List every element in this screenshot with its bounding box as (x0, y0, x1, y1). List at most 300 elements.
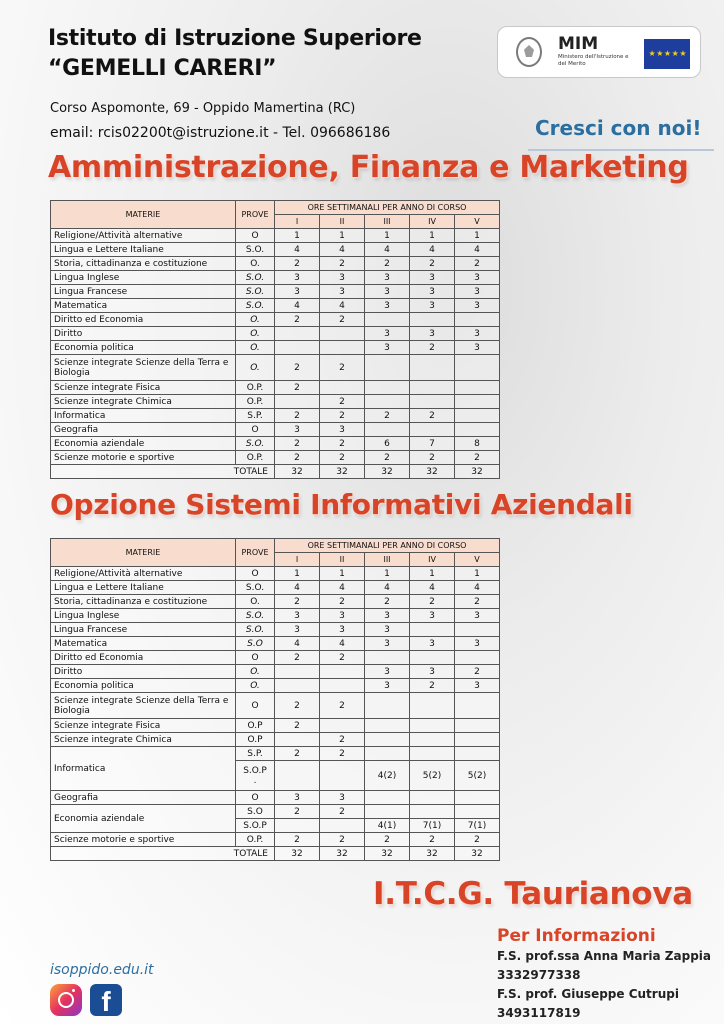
cell-materia: Economia politica (51, 679, 236, 693)
total-cell: 32 (455, 465, 500, 479)
slogan: Cresci con noi! (535, 116, 702, 140)
cell-prove: O.P (236, 719, 275, 733)
ministry-acronym: MIM (558, 34, 599, 54)
cell-hours: 3 (455, 679, 500, 693)
table-row (51, 637, 500, 651)
cell-hours: 3 (275, 271, 320, 285)
cell-hours: 2 (320, 693, 365, 719)
cell-hours: 2 (320, 747, 365, 761)
table-row (51, 595, 500, 609)
cell-hours: 4 (275, 581, 320, 595)
table-row (51, 395, 500, 409)
cell-hours: 3 (275, 609, 320, 623)
cell-hours: 5(2) (455, 761, 500, 791)
cell-prove-text: S.O.P (243, 765, 267, 776)
cell-hours: 1 (275, 567, 320, 581)
cell-hours (410, 313, 455, 327)
cell-hours: 3 (275, 791, 320, 805)
cell-hours (455, 423, 500, 437)
italian-republic-emblem-icon (516, 37, 542, 67)
contact-2-phone: 3493117819 (497, 1006, 581, 1020)
cell-hours: 2 (455, 595, 500, 609)
cell-hours (410, 381, 455, 395)
school-name-line1: Istituto di Istruzione Superiore (48, 26, 422, 51)
cell-hours: 2 (410, 257, 455, 271)
header-year: II (320, 553, 365, 567)
total-cell: 32 (365, 465, 410, 479)
cell-hours (365, 805, 410, 819)
cell-hours: 4 (455, 243, 500, 257)
cell-hours (455, 719, 500, 733)
cell-prove: S.O. (236, 243, 275, 257)
table-row (51, 679, 500, 693)
cell-hours (410, 423, 455, 437)
table-row (51, 567, 500, 581)
cell-hours (410, 733, 455, 747)
cell-prove-dot: . (253, 775, 257, 786)
cell-hours (365, 395, 410, 409)
cell-prove: O. (236, 327, 275, 341)
cell-hours: 4(2) (365, 761, 410, 791)
cell-hours: 2 (275, 747, 320, 761)
cell-hours (320, 341, 365, 355)
cell-hours: 4 (320, 637, 365, 651)
cell-hours: 4 (455, 581, 500, 595)
instagram-icon[interactable] (50, 984, 82, 1016)
school-name (48, 24, 422, 84)
cell-materia: Scienze integrate Chimica (51, 395, 236, 409)
cell-hours (320, 665, 365, 679)
cell-hours: 3 (410, 327, 455, 341)
table-row (51, 341, 500, 355)
cell-hours: 2 (275, 257, 320, 271)
facebook-icon[interactable]: f (90, 984, 122, 1016)
table-row (51, 451, 500, 465)
cell-hours (320, 719, 365, 733)
cell-materia: Economia aziendale (51, 437, 236, 451)
cell-materia: Informatica (51, 409, 236, 423)
table-row (51, 381, 500, 395)
header-year: IV (410, 215, 455, 229)
cell-hours: 3 (455, 299, 500, 313)
table-row (51, 693, 500, 719)
cell-hours: 1 (320, 567, 365, 581)
cell-materia: Storia, cittadinanza e costituzione (51, 257, 236, 271)
cell-hours (365, 733, 410, 747)
cell-hours (365, 651, 410, 665)
cell-hours (365, 719, 410, 733)
cell-hours: 3 (410, 285, 455, 299)
cell-hours (275, 761, 320, 791)
cell-hours: 4 (365, 581, 410, 595)
table-row (51, 409, 500, 423)
cell-prove: S.O. (236, 271, 275, 285)
header-prove: PROVE (236, 539, 275, 567)
cell-hours: 2 (365, 451, 410, 465)
table-row (51, 437, 500, 451)
contact-1-name: F.S. prof.ssa Anna Maria Zappia (497, 949, 711, 963)
cell-hours (455, 313, 500, 327)
cell-materia: Storia, cittadinanza e costituzione (51, 595, 236, 609)
cell-hours: 3 (365, 327, 410, 341)
total-cell: 32 (455, 847, 500, 861)
table-row (51, 313, 500, 327)
cell-prove: O.P. (236, 395, 275, 409)
cell-hours: 3 (365, 637, 410, 651)
cell-hours: 3 (410, 665, 455, 679)
cell-prove: S.O. (236, 285, 275, 299)
cell-hours: 8 (455, 437, 500, 451)
cell-prove: O.P. (236, 381, 275, 395)
cell-hours: 2 (275, 381, 320, 395)
cell-hours: 1 (365, 229, 410, 243)
cell-hours (365, 791, 410, 805)
cell-hours (275, 395, 320, 409)
cell-hours: 2 (275, 805, 320, 819)
section-title-afm: Amministrazione, Finanza e Marketing (48, 150, 689, 185)
cell-hours: 4 (320, 299, 365, 313)
cell-hours: 2 (410, 341, 455, 355)
cell-hours (410, 805, 455, 819)
cell-hours: 2 (320, 833, 365, 847)
cell-materia: Scienze integrate Chimica (51, 733, 236, 747)
table-row (51, 327, 500, 341)
cell-prove: O.P. (236, 833, 275, 847)
table-row (51, 257, 500, 271)
cell-prove: O. (236, 665, 275, 679)
cell-hours (320, 679, 365, 693)
total-cell: 32 (320, 465, 365, 479)
cell-hours: 2 (455, 833, 500, 847)
cell-hours (410, 355, 455, 381)
cell-hours (365, 693, 410, 719)
cell-prove: S.O (236, 805, 275, 819)
website-link[interactable]: isoppido.edu.it (50, 962, 154, 978)
cell-materia: Lingua Inglese (51, 271, 236, 285)
header-year: III (365, 215, 410, 229)
cell-hours (410, 747, 455, 761)
header-year: I (275, 215, 320, 229)
cell-hours: 4 (365, 243, 410, 257)
cell-hours: 2 (320, 733, 365, 747)
cell-hours: 1 (275, 229, 320, 243)
cell-materia: Informatica (51, 747, 236, 791)
cell-hours: 2 (275, 313, 320, 327)
cell-prove: S.O. (236, 437, 275, 451)
cell-hours: 3 (320, 791, 365, 805)
cell-hours: 2 (275, 451, 320, 465)
cell-hours: 4 (320, 581, 365, 595)
total-cell: 32 (275, 847, 320, 861)
cell-hours: 3 (455, 341, 500, 355)
cell-prove: S.O. (236, 609, 275, 623)
cell-hours: 4 (320, 243, 365, 257)
cell-hours: 3 (320, 423, 365, 437)
cell-hours: 3 (365, 609, 410, 623)
cell-hours: 2 (365, 409, 410, 423)
header-materie: MATERIE (51, 201, 236, 229)
cell-hours: 2 (275, 355, 320, 381)
cell-hours: 3 (320, 271, 365, 285)
curriculum-table-afm (50, 200, 500, 479)
cell-hours (365, 381, 410, 395)
cell-prove: O (236, 567, 275, 581)
cell-hours (320, 327, 365, 341)
cell-hours: 3 (410, 637, 455, 651)
curriculum-table-sia (50, 538, 500, 861)
cell-hours: 1 (410, 229, 455, 243)
header-year: V (455, 553, 500, 567)
cell-hours: 2 (275, 651, 320, 665)
cell-hours: 2 (275, 409, 320, 423)
cell-prove: S.O.P (236, 819, 275, 833)
cell-hours: 2 (320, 409, 365, 423)
cell-hours: 1 (455, 567, 500, 581)
table-row-informatica (51, 747, 500, 761)
cell-hours (455, 791, 500, 805)
cell-hours (455, 651, 500, 665)
cell-prove: S.O (236, 637, 275, 651)
total-cell: 32 (410, 465, 455, 479)
cell-hours: 3 (365, 665, 410, 679)
cell-prove (236, 761, 275, 791)
cell-materia: Matematica (51, 299, 236, 313)
cell-hours: 2 (320, 257, 365, 271)
cell-hours: 2 (275, 595, 320, 609)
cell-hours: 3 (275, 285, 320, 299)
cell-hours: 6 (365, 437, 410, 451)
cell-hours (455, 355, 500, 381)
cell-prove: O. (236, 679, 275, 693)
cell-materia: Geografia (51, 423, 236, 437)
cell-hours: 1 (410, 567, 455, 581)
cell-materia: Lingua Francese (51, 285, 236, 299)
cell-hours (320, 381, 365, 395)
total-cell: 32 (365, 847, 410, 861)
header-year: IV (410, 553, 455, 567)
cell-prove: O.P. (236, 451, 275, 465)
cell-hours (455, 381, 500, 395)
cell-prove: S.O. (236, 299, 275, 313)
cell-hours: 2 (275, 719, 320, 733)
cell-prove: O. (236, 257, 275, 271)
cell-hours (275, 819, 320, 833)
cell-prove: O.P (236, 733, 275, 747)
cell-materia: Economia politica (51, 341, 236, 355)
cell-prove: O. (236, 355, 275, 381)
cell-hours (275, 327, 320, 341)
cell-hours: 4 (410, 243, 455, 257)
cell-hours: 2 (455, 257, 500, 271)
cell-hours: 2 (455, 665, 500, 679)
cell-hours: 3 (410, 271, 455, 285)
cell-hours: 3 (320, 285, 365, 299)
cell-hours: 3 (320, 609, 365, 623)
cell-materia: Economia aziendale (51, 805, 236, 833)
cell-hours: 2 (320, 313, 365, 327)
cell-materia: Religione/Attività alternative (51, 229, 236, 243)
table-row-geografia (51, 791, 500, 805)
info-title: Per Informazioni (497, 926, 656, 946)
cell-materia: Scienze integrate Fisica (51, 381, 236, 395)
cell-hours: 3 (455, 609, 500, 623)
total-label: TOTALE (51, 465, 275, 479)
header-year: II (320, 215, 365, 229)
header-prove: PROVE (236, 201, 275, 229)
cell-prove: S.O. (236, 581, 275, 595)
cell-hours: 3 (410, 299, 455, 313)
cell-hours: 2 (410, 833, 455, 847)
table-row-motorie (51, 833, 500, 847)
cell-hours: 2 (410, 595, 455, 609)
cell-hours (410, 651, 455, 665)
cell-hours: 3 (410, 609, 455, 623)
cell-hours (320, 761, 365, 791)
cell-hours: 2 (320, 651, 365, 665)
cell-materia: Scienze integrate Fisica (51, 719, 236, 733)
ministry-logo (497, 26, 701, 78)
total-row (51, 847, 500, 861)
cell-hours (410, 719, 455, 733)
header-materie: MATERIE (51, 539, 236, 567)
cell-prove: S.O. (236, 623, 275, 637)
cell-materia: Diritto (51, 327, 236, 341)
cell-hours: 3 (365, 285, 410, 299)
cell-hours (455, 733, 500, 747)
cell-prove: O (236, 229, 275, 243)
cell-materia: Diritto ed Economia (51, 313, 236, 327)
cell-hours (275, 341, 320, 355)
cell-hours: 1 (365, 567, 410, 581)
table-row (51, 243, 500, 257)
cell-hours: 3 (455, 285, 500, 299)
total-row (51, 465, 500, 479)
cell-materia: Scienze motorie e sportive (51, 451, 236, 465)
cell-materia: Lingua e Lettere Italiane (51, 581, 236, 595)
table-row (51, 285, 500, 299)
cell-hours: 2 (320, 437, 365, 451)
cell-hours (275, 665, 320, 679)
cell-materia: Lingua Francese (51, 623, 236, 637)
section-title-sia: Opzione Sistemi Informativi Aziendali (50, 488, 633, 521)
cell-materia: Religione/Attività alternative (51, 567, 236, 581)
cell-hours: 3 (320, 623, 365, 637)
cell-hours: 3 (365, 623, 410, 637)
cell-hours: 7 (410, 437, 455, 451)
cell-hours (365, 747, 410, 761)
header-year: V (455, 215, 500, 229)
cell-hours (365, 423, 410, 437)
contact-1-phone: 3332977338 (497, 968, 581, 982)
cell-hours (455, 805, 500, 819)
cell-prove: O. (236, 313, 275, 327)
cell-hours: 1 (455, 229, 500, 243)
cell-materia: Scienze motorie e sportive (51, 833, 236, 847)
cell-hours: 3 (455, 637, 500, 651)
cell-hours: 2 (320, 355, 365, 381)
cell-hours: 2 (365, 595, 410, 609)
eu-flag-icon: ★ ★ ★ ★ ★ (644, 39, 690, 69)
cell-hours: 4 (275, 243, 320, 257)
cell-hours: 2 (275, 833, 320, 847)
cell-hours: 3 (365, 679, 410, 693)
cell-prove: O (236, 693, 275, 719)
cell-hours: 3 (365, 299, 410, 313)
cell-materia: Lingua Inglese (51, 609, 236, 623)
table-row (51, 355, 500, 381)
cell-hours (455, 623, 500, 637)
cell-hours: 2 (320, 395, 365, 409)
header-year: III (365, 553, 410, 567)
table-row (51, 581, 500, 595)
table-row (51, 609, 500, 623)
table-row (51, 229, 500, 243)
table-row (51, 623, 500, 637)
cell-hours: 1 (320, 229, 365, 243)
cell-hours: 4(1) (365, 819, 410, 833)
cell-hours (410, 395, 455, 409)
cell-hours: 2 (275, 693, 320, 719)
cell-hours: 2 (320, 805, 365, 819)
cell-materia: Diritto (51, 665, 236, 679)
cell-hours: 3 (365, 271, 410, 285)
total-cell: 32 (275, 465, 320, 479)
cell-hours: 4 (275, 637, 320, 651)
cell-materia: Lingua e Lettere Italiane (51, 243, 236, 257)
table-row (51, 423, 500, 437)
cell-hours: 5(2) (410, 761, 455, 791)
table-row (51, 733, 500, 747)
total-label: TOTALE (51, 847, 275, 861)
cell-hours (455, 395, 500, 409)
cell-hours: 4 (275, 299, 320, 313)
cell-hours: 2 (365, 257, 410, 271)
cell-hours (410, 623, 455, 637)
cell-hours (455, 409, 500, 423)
school-name-line2: “GEMELLI CARERI” (48, 56, 277, 81)
school-address: Corso Aspomonte, 69 - Oppido Mamertina (RC) (50, 101, 356, 116)
cell-hours: 2 (365, 833, 410, 847)
cell-prove: S.P. (236, 409, 275, 423)
total-cell: 32 (410, 847, 455, 861)
cell-hours: 7(1) (455, 819, 500, 833)
cell-prove: O. (236, 341, 275, 355)
cell-hours: 2 (320, 595, 365, 609)
cell-materia: Diritto ed Economia (51, 651, 236, 665)
cell-hours: 2 (455, 451, 500, 465)
cell-materia: Scienze integrate Scienze della Terra e Biologia (51, 693, 236, 719)
cell-prove: S.P. (236, 747, 275, 761)
contact-2-name: F.S. prof. Giuseppe Cutrupi (497, 987, 679, 1001)
cell-hours: 2 (410, 409, 455, 423)
cell-materia: Scienze integrate Scienze della Terra e Biologia (51, 355, 236, 381)
table-row-economia (51, 805, 500, 819)
cell-hours: 3 (365, 341, 410, 355)
cell-hours: 2 (410, 451, 455, 465)
table-row (51, 665, 500, 679)
cell-hours (320, 819, 365, 833)
cell-hours (410, 693, 455, 719)
cell-hours: 2 (320, 451, 365, 465)
school-contact: email: rcis02200t@istruzione.it - Tel. 096686186 (50, 125, 391, 141)
cell-materia: Matematica (51, 637, 236, 651)
cell-prove: O (236, 651, 275, 665)
ministry-subtitle: Ministero dell'Istruzione e del Merito (558, 54, 629, 67)
cell-hours (455, 747, 500, 761)
cell-hours: 3 (275, 423, 320, 437)
itcg-title: I.T.C.G. Taurianova (373, 876, 693, 912)
header-ore: ORE SETTIMANALI PER ANNO DI CORSO (275, 201, 500, 215)
